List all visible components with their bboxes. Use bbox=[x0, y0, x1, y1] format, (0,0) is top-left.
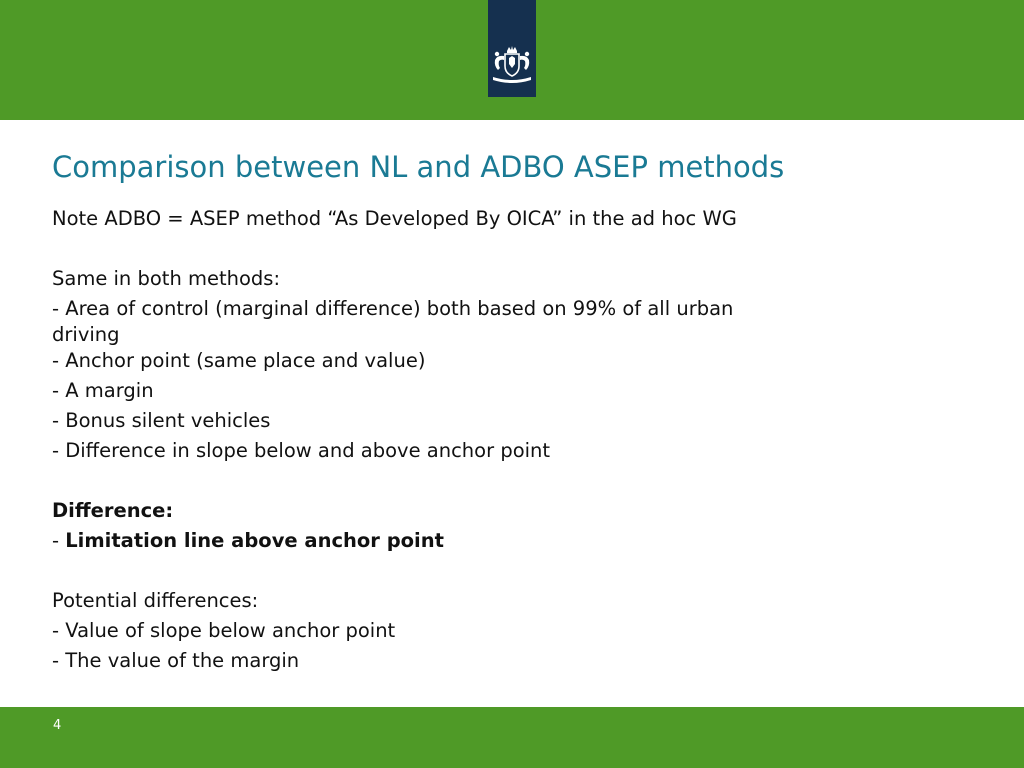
slide-body bbox=[52, 204, 892, 676]
difference-heading: Difference: bbox=[52, 499, 174, 522]
royal-coat-of-arms-icon bbox=[490, 46, 534, 86]
slide-title: Comparison between NL and ADBO ASEP methods bbox=[52, 150, 785, 184]
list-item bbox=[52, 526, 892, 556]
list-item-text: Anchor point (same place and value) bbox=[65, 349, 426, 372]
list-item bbox=[52, 376, 892, 406]
list-item-text: Limitation line above anchor point bbox=[65, 529, 444, 552]
page-number: 4 bbox=[53, 718, 62, 733]
list-item-text: Value of slope below anchor point bbox=[65, 619, 396, 642]
potential-heading: Potential differences: bbox=[52, 589, 259, 612]
list-item bbox=[52, 294, 892, 346]
government-logo bbox=[488, 0, 536, 97]
list-item bbox=[52, 646, 892, 676]
same-heading: Same in both methods: bbox=[52, 267, 281, 290]
bullet-dash: - bbox=[52, 649, 66, 672]
list-item bbox=[52, 616, 892, 646]
footer-band bbox=[0, 707, 1024, 768]
bullet-dash: - bbox=[52, 529, 66, 552]
list-item-text: A margin bbox=[65, 379, 154, 402]
bullet-dash: - bbox=[52, 619, 66, 642]
bullet-dash: - bbox=[52, 297, 66, 320]
bullet-dash: - bbox=[52, 439, 66, 462]
bullet-dash: - bbox=[52, 379, 66, 402]
list-item bbox=[52, 346, 892, 376]
list-item-text: Area of control (marginal difference) both based on 99% of all urban bbox=[65, 297, 734, 320]
note-line: Note ADBO = ASEP method “As Developed By OICA” in the ad hoc WG bbox=[52, 207, 737, 230]
list-item-text: The value of the margin bbox=[65, 649, 300, 672]
list-item-text: Difference in slope below and above anchor point bbox=[65, 439, 551, 462]
bullet-dash: - bbox=[52, 409, 66, 432]
list-item-text: Bonus silent vehicles bbox=[65, 409, 271, 432]
list-item bbox=[52, 406, 892, 436]
bullet-dash: - bbox=[52, 349, 66, 372]
list-item-continuation: driving bbox=[52, 323, 120, 346]
list-item bbox=[52, 436, 892, 466]
